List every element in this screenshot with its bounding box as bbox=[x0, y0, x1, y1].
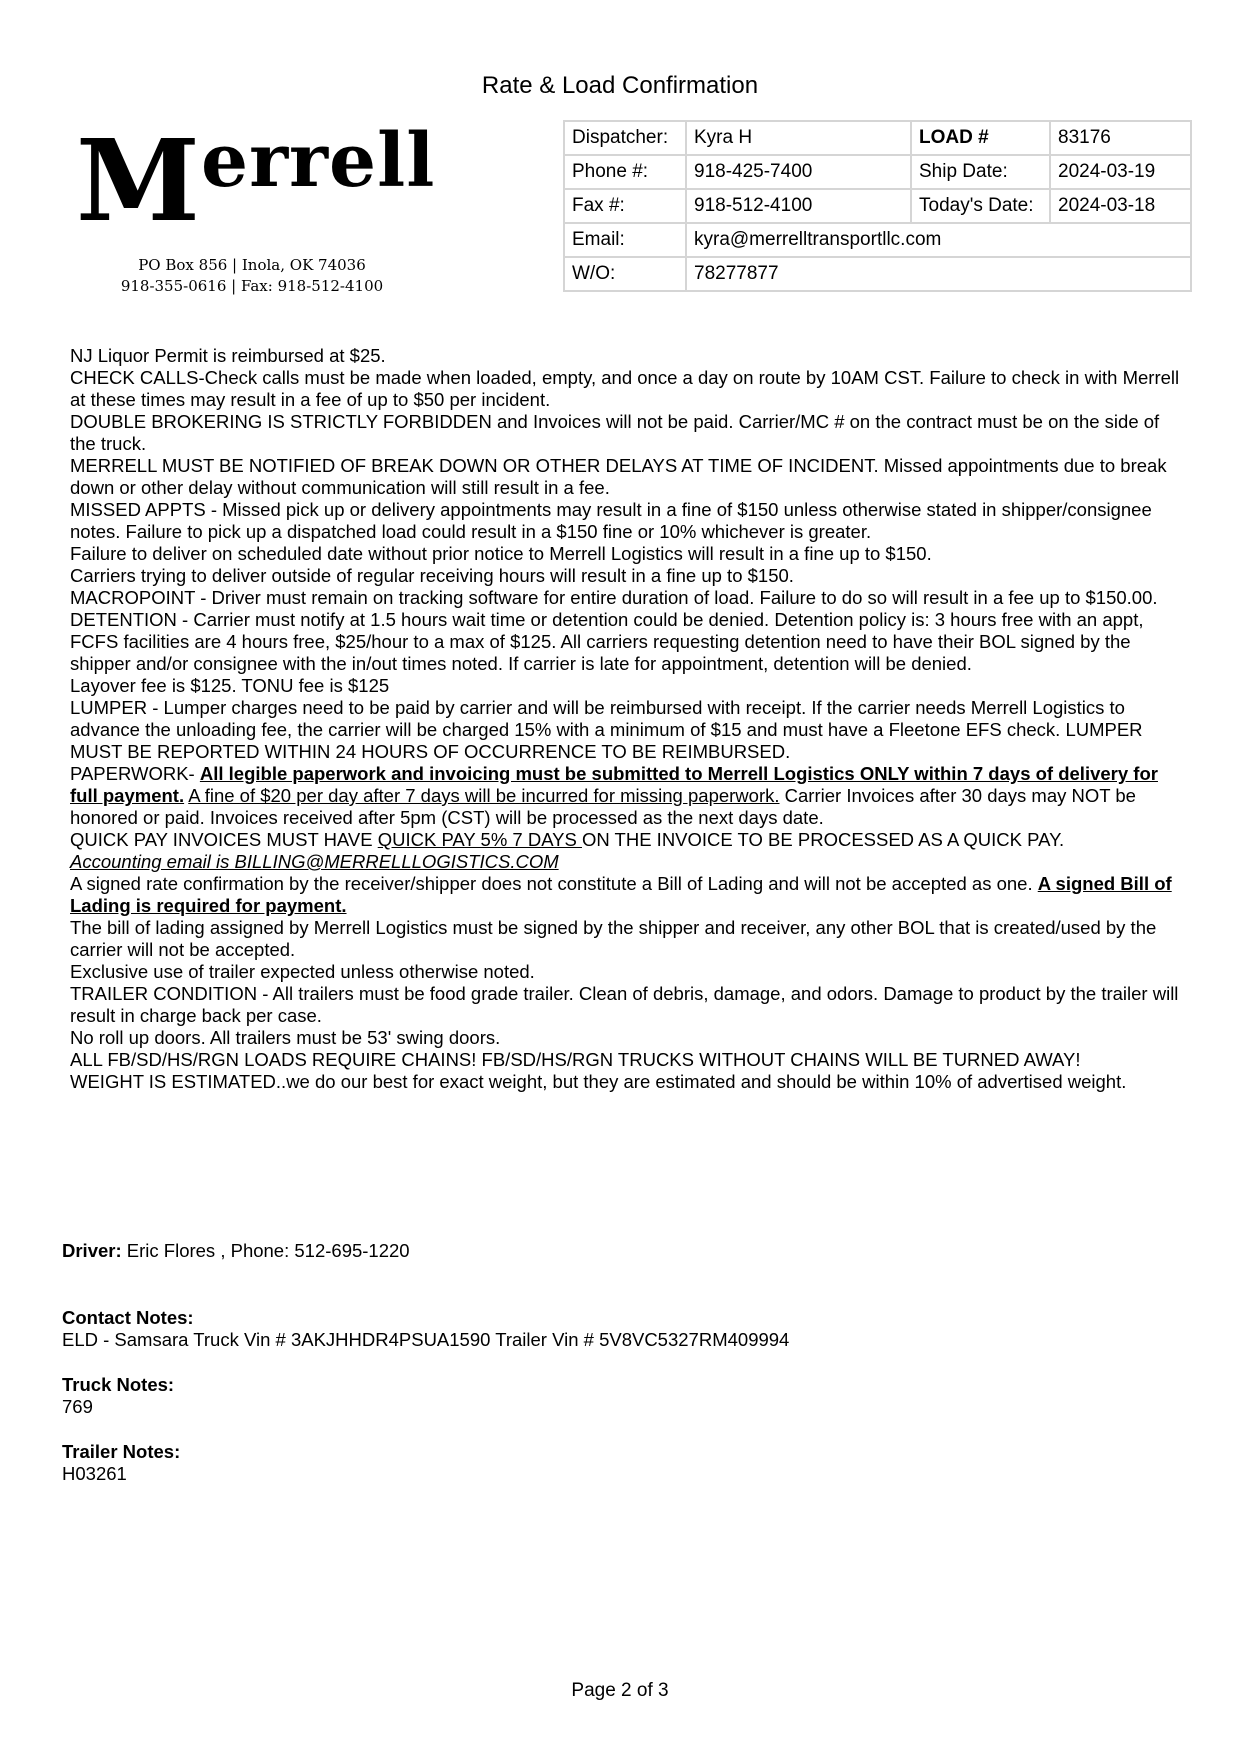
todays-date-value: 2024-03-18 bbox=[1050, 189, 1191, 223]
email-label: Email: bbox=[564, 223, 686, 257]
rate-conf-bol-text: A signed rate confirmation by the receiver/shipper does not constitute a Bill of Lading and will not be accepted as one. bbox=[70, 873, 1033, 894]
paperwork-prefix: PAPERWORK- bbox=[70, 763, 200, 784]
term-lumper: LUMPER - Lumper charges need to be paid by carrier and will be reimbursed with receipt. If the carrier needs Merrell Logistics to advance the unloading fee, the carrier will be charged 15% with a minimum of $15 and must have a Fleetone EFS check. LUMPER MUST BE REPORTED WITHIN 24 HOURS OF OCCURRENCE TO BE REIMBURSED. bbox=[70, 697, 1143, 762]
paperwork-fine: A fine of $20 per day after 7 days will be incurred for missing paperwork. bbox=[188, 785, 780, 806]
term-trailer-condition: TRAILER CONDITION - All trailers must be food grade trailer. Clean of debris, damage, and odors. Damage to product by the trailer will result in charge back per case. bbox=[70, 983, 1179, 1026]
quick-pay-prefix: QUICK PAY INVOICES MUST HAVE bbox=[70, 829, 378, 850]
contact-notes-value: ELD - Samsara Truck Vin # 3AKJHHDR4PSUA1590 Trailer Vin # 5V8VC5327RM409994 bbox=[62, 1329, 790, 1350]
term-nj-liquor: NJ Liquor Permit is reimbursed at $25. bbox=[70, 345, 386, 366]
term-layover: Layover fee is $125. TONU fee is $125 bbox=[70, 675, 390, 696]
term-bol-assigned: The bill of lading assigned by Merrell Logistics must be signed by the shipper and receiver, any other BOL that is created/used by the carrier will not be accepted. bbox=[70, 917, 1157, 960]
ship-date-value: 2024-03-19 bbox=[1050, 155, 1191, 189]
term-double-brokering: DOUBLE BROKERING IS STRICTLY FORBIDDEN and Invoices will not be paid. Carrier/MC # on the contract must be on the side of the truck. bbox=[70, 411, 1160, 454]
driver-value: Eric Flores , Phone: 512-695-1220 bbox=[126, 1240, 410, 1261]
load-info-table bbox=[563, 120, 1192, 292]
contact-notes-section bbox=[62, 1307, 789, 1351]
term-weight: WEIGHT IS ESTIMATED..we do our best for exact weight, but they are estimated and should be within 10% of advertised weight. bbox=[70, 1071, 1127, 1092]
truck-notes-label: Truck Notes: bbox=[62, 1374, 175, 1395]
work-order-label: W/O: bbox=[564, 257, 686, 291]
dispatcher-value: Kyra H bbox=[686, 121, 911, 155]
trailer-notes-value: H03261 bbox=[62, 1463, 127, 1484]
table-row bbox=[564, 257, 1191, 291]
company-address bbox=[102, 255, 402, 297]
address-line-2: 918-355-0616 | Fax: 918-512-4100 bbox=[120, 277, 384, 295]
paperwork-bold: All legible paperwork and invoicing must be submitted to Merrell Logistics ONLY within 7 days of delivery for full payment. bbox=[70, 763, 1158, 806]
logo-wordmark: errell bbox=[200, 118, 436, 204]
term-outside-hours: Carriers trying to deliver outside of regular receiving hours will result in a fine up to $150. bbox=[70, 565, 794, 586]
merrell-logo bbox=[76, 116, 436, 247]
table-row bbox=[564, 121, 1191, 155]
fax-value: 918-512-4100 bbox=[686, 189, 911, 223]
term-failure-deliver: Failure to deliver on scheduled date without prior notice to Merrell Logistics will result in a fine up to $150. bbox=[70, 543, 932, 564]
document-title: Rate & Load Confirmation bbox=[481, 72, 759, 99]
dispatcher-label: Dispatcher: bbox=[564, 121, 686, 155]
quick-pay-underlined: QUICK PAY 5% 7 DAYS bbox=[377, 829, 582, 850]
work-order-value: 78277877 bbox=[686, 257, 1191, 291]
bol-required-text: A signed Bill of Lading is required for payment. bbox=[70, 873, 1172, 916]
term-missed-appts: MISSED APPTS - Missed pick up or delivery appointments may result in a fine of $150 unless otherwise stated in shipper/consignee notes. Failure to pick up a dispatched load could result in a $150 fine or 10% whichever is greater. bbox=[70, 499, 1152, 542]
contact-notes-label: Contact Notes: bbox=[62, 1307, 194, 1328]
address-line-1: PO Box 856 | Inola, OK 74036 bbox=[138, 256, 366, 274]
term-exclusive-trailer: Exclusive use of trailer expected unless otherwise noted. bbox=[70, 961, 535, 982]
table-row bbox=[564, 155, 1191, 189]
terms-and-conditions bbox=[70, 345, 1180, 1093]
logo-initial: M bbox=[76, 116, 201, 247]
quick-pay-suffix: ON THE INVOICE TO BE PROCESSED AS A QUICK PAY. bbox=[581, 829, 1065, 850]
term-rate-conf-bol bbox=[70, 873, 1180, 917]
phone-label: Phone #: bbox=[564, 155, 686, 189]
page-number: Page 2 of 3 bbox=[571, 1680, 669, 1701]
load-number-value: 83176 bbox=[1050, 121, 1191, 155]
paperwork-rest: Carrier Invoices after 30 days may NOT be honored or paid. Invoices received after 5pm (CST) will be processed as the next days date. bbox=[70, 785, 1136, 828]
table-row bbox=[564, 223, 1191, 257]
term-paperwork bbox=[70, 763, 1180, 829]
todays-date-label: Today's Date: bbox=[911, 189, 1050, 223]
term-quick-pay bbox=[70, 829, 1180, 851]
term-accounting-email: Accounting email is BILLING@MERRELLLOGISTICS.COM bbox=[70, 851, 559, 872]
load-number-label: LOAD # bbox=[911, 121, 1050, 155]
trailer-notes-section bbox=[62, 1441, 180, 1485]
email-value: kyra@merrelltransportllc.com bbox=[686, 223, 1191, 257]
term-check-calls: CHECK CALLS-Check calls must be made when loaded, empty, and once a day on route by 10AM CST. Failure to check in with Merrell at these times may result in a fee of up to $50 per incident. bbox=[70, 367, 1180, 410]
term-macropoint: MACROPOINT - Driver must remain on tracking software for entire duration of load. Failure to do so will result in a fee up to $150.00. bbox=[70, 587, 1158, 608]
driver-label: Driver: bbox=[62, 1240, 122, 1261]
term-notify-breakdown: MERRELL MUST BE NOTIFIED OF BREAK DOWN OR OTHER DELAYS AT TIME OF INCIDENT. Missed appointments due to break down or other delay without communication will still result in a fee. bbox=[70, 455, 1167, 498]
driver-section bbox=[62, 1240, 410, 1262]
trailer-notes-label: Trailer Notes: bbox=[62, 1441, 181, 1462]
term-chains: ALL FB/SD/HS/RGN LOADS REQUIRE CHAINS! FB/SD/HS/RGN TRUCKS WITHOUT CHAINS WILL BE TURNED AWAY! bbox=[70, 1049, 1081, 1070]
table-row bbox=[564, 189, 1191, 223]
fax-label: Fax #: bbox=[564, 189, 686, 223]
truck-notes-value: 769 bbox=[62, 1396, 93, 1417]
ship-date-label: Ship Date: bbox=[911, 155, 1050, 189]
truck-notes-section bbox=[62, 1374, 174, 1418]
term-no-roll-up: No roll up doors. All trailers must be 53' swing doors. bbox=[70, 1027, 501, 1048]
phone-value: 918-425-7400 bbox=[686, 155, 911, 189]
term-detention: DETENTION - Carrier must notify at 1.5 hours wait time or detention could be denied. Detention policy is: 3 hours free with an appt, FCFS facilities are 4 hours free, $25/hour to a max of $125. All carriers requesting detention need to have their BOL signed by the shipper and/or consignee with the in/out times noted. If carrier is late for appointment, detention will be denied. bbox=[70, 609, 1144, 674]
